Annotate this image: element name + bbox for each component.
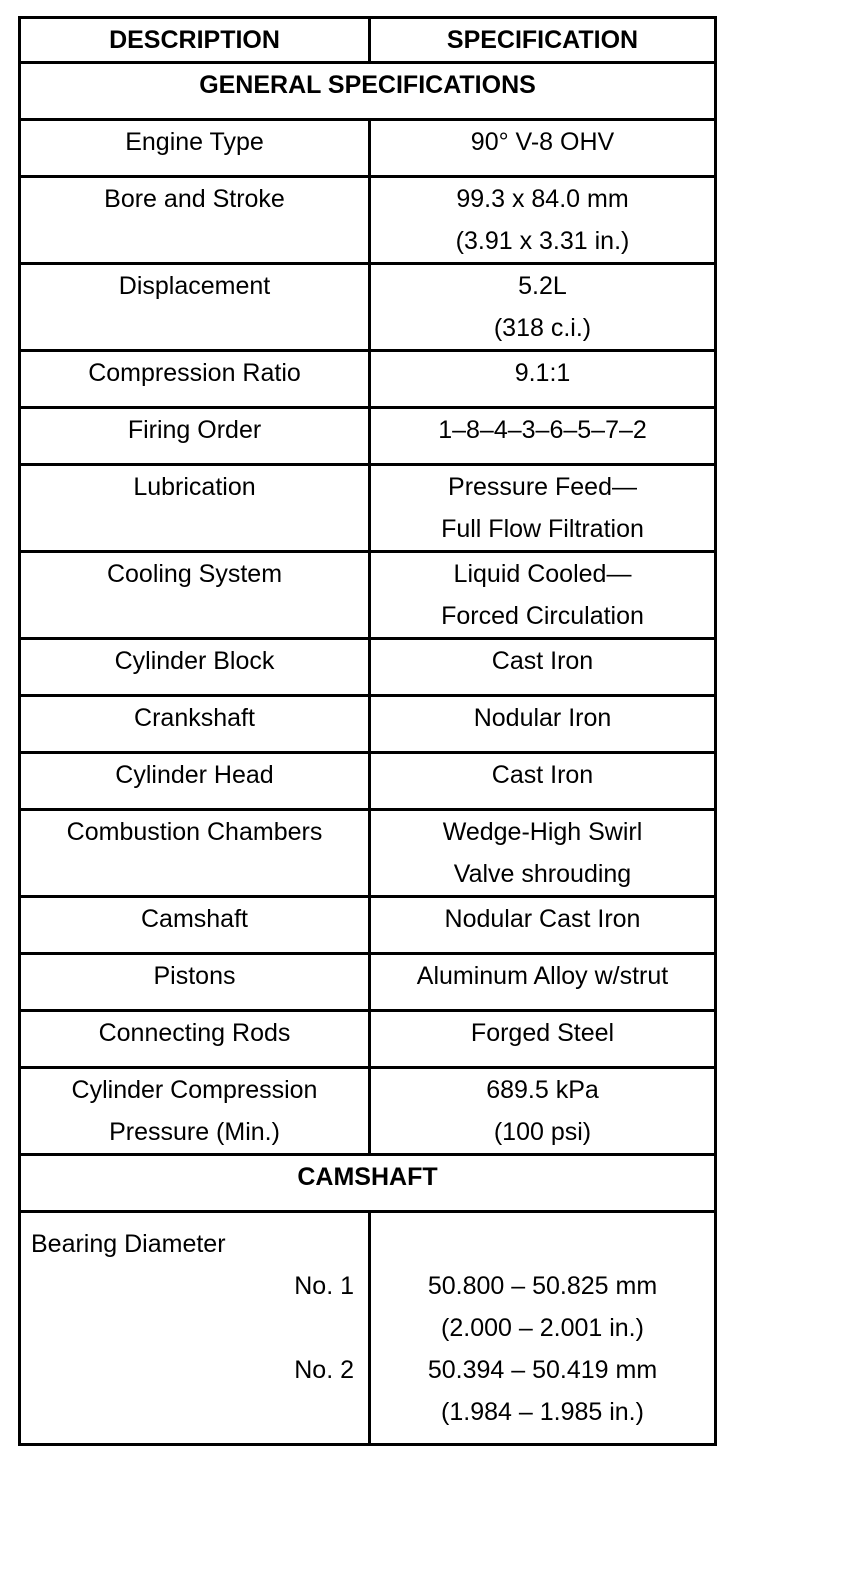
table-row	[20, 120, 716, 177]
cell-line: Displacement	[118, 272, 271, 300]
specification-cell	[370, 351, 716, 408]
section-camshaft-row	[20, 1155, 716, 1212]
description-cell	[20, 1011, 370, 1068]
description-cell	[20, 408, 370, 465]
description-cell	[20, 264, 370, 351]
specification-cell	[370, 1068, 716, 1155]
cell-line: Pistons	[153, 962, 236, 990]
bearing-no1-metric: 50.800 – 50.825 mm	[427, 1272, 658, 1300]
table-row	[20, 1011, 716, 1068]
cell-line: Nodular Cast Iron	[444, 905, 641, 933]
table-row	[20, 408, 716, 465]
cell-line: Combustion Chambers	[66, 818, 323, 846]
table-row	[20, 465, 716, 552]
cell-line: 90° V-8 OHV	[470, 128, 615, 156]
cell-line: 99.3 x 84.0 mm	[456, 185, 629, 213]
cell-line: Forced Circulation	[441, 602, 644, 630]
specification-cell	[370, 696, 716, 753]
cell-line: Forged Steel	[470, 1019, 615, 1047]
cell-line: 5.2L	[518, 272, 567, 300]
section-general-title: GENERAL SPECIFICATIONS	[20, 63, 716, 120]
bearing-diameter-row	[20, 1212, 716, 1445]
cell-line: Cast Iron	[491, 761, 594, 789]
specification-cell	[370, 264, 716, 351]
table-row	[20, 351, 716, 408]
cell-line: Valve shrouding	[453, 860, 632, 888]
cell-line: Full Flow Filtration	[441, 515, 644, 543]
description-cell	[20, 177, 370, 264]
table-row	[20, 1068, 716, 1155]
header-specification: SPECIFICATION	[370, 18, 716, 63]
cell-line: 689.5 kPa	[486, 1076, 599, 1104]
table-row	[20, 696, 716, 753]
specification-cell	[370, 465, 716, 552]
cell-line: Compression Ratio	[88, 359, 301, 387]
specification-cell	[370, 897, 716, 954]
cell-line: Engine Type	[125, 128, 264, 156]
description-cell	[20, 753, 370, 810]
cell-line: (3.91 x 3.31 in.)	[455, 227, 630, 255]
bearing-no1-label: No. 1	[294, 1272, 354, 1300]
description-cell	[20, 696, 370, 753]
table-row	[20, 639, 716, 696]
cell-line: Liquid Cooled—	[453, 560, 632, 588]
description-cell	[20, 351, 370, 408]
table-row	[20, 810, 716, 897]
cell-line: 1–8–4–3–6–5–7–2	[438, 416, 647, 444]
header-description: DESCRIPTION	[20, 18, 370, 63]
cell-line: Connecting Rods	[98, 1019, 291, 1047]
specification-cell	[370, 552, 716, 639]
specification-cell	[370, 954, 716, 1011]
cell-line: Pressure Feed—	[448, 473, 637, 501]
bearing-label: Bearing Diameter	[31, 1230, 226, 1258]
bearing-no2-metric: 50.394 – 50.419 mm	[427, 1356, 658, 1384]
cell-line: Cylinder Head	[115, 761, 274, 789]
cell-line: (100 psi)	[493, 1118, 592, 1146]
cell-line: (318 c.i.)	[493, 314, 592, 342]
bearing-specification-cell	[370, 1212, 716, 1445]
description-cell	[20, 810, 370, 897]
specification-cell	[370, 120, 716, 177]
cell-line: 9.1:1	[514, 359, 571, 387]
spec-table	[18, 16, 717, 1446]
description-cell	[20, 1068, 370, 1155]
cell-line: Cast Iron	[491, 647, 594, 675]
table-row	[20, 264, 716, 351]
specification-cell	[370, 810, 716, 897]
specification-cell	[370, 177, 716, 264]
bearing-no2-imperial: (1.984 – 1.985 in.)	[441, 1398, 644, 1426]
section-camshaft-title: CAMSHAFT	[20, 1155, 716, 1212]
description-cell	[20, 954, 370, 1011]
table-row	[20, 897, 716, 954]
cell-line: Crankshaft	[134, 704, 255, 732]
description-cell	[20, 465, 370, 552]
cell-line: Aluminum Alloy w/strut	[416, 962, 669, 990]
table-row	[20, 552, 716, 639]
cell-line: Camshaft	[141, 905, 248, 933]
specification-cell	[370, 753, 716, 810]
cell-line: Cylinder Compression	[71, 1076, 318, 1104]
bearing-no1-imperial: (2.000 – 2.001 in.)	[441, 1314, 644, 1342]
table-row	[20, 954, 716, 1011]
header-row	[20, 18, 716, 63]
bearing-no2-label: No. 2	[294, 1356, 354, 1384]
cell-line: Lubrication	[133, 473, 256, 501]
cell-line: Pressure (Min.)	[109, 1118, 280, 1146]
specification-cell	[370, 639, 716, 696]
cell-line: Wedge-High Swirl	[442, 818, 643, 846]
cell-line: Cooling System	[106, 560, 283, 588]
cell-line: Bore and Stroke	[104, 185, 285, 213]
cell-line: Firing Order	[127, 416, 262, 444]
specification-cell	[370, 408, 716, 465]
cell-line: Cylinder Block	[114, 647, 275, 675]
bearing-description-cell	[20, 1212, 370, 1445]
table-row	[20, 177, 716, 264]
cell-line: Nodular Iron	[473, 704, 612, 732]
table-row	[20, 753, 716, 810]
description-cell	[20, 897, 370, 954]
specification-cell	[370, 1011, 716, 1068]
description-cell	[20, 639, 370, 696]
description-cell	[20, 120, 370, 177]
description-cell	[20, 552, 370, 639]
section-general-row	[20, 63, 716, 120]
